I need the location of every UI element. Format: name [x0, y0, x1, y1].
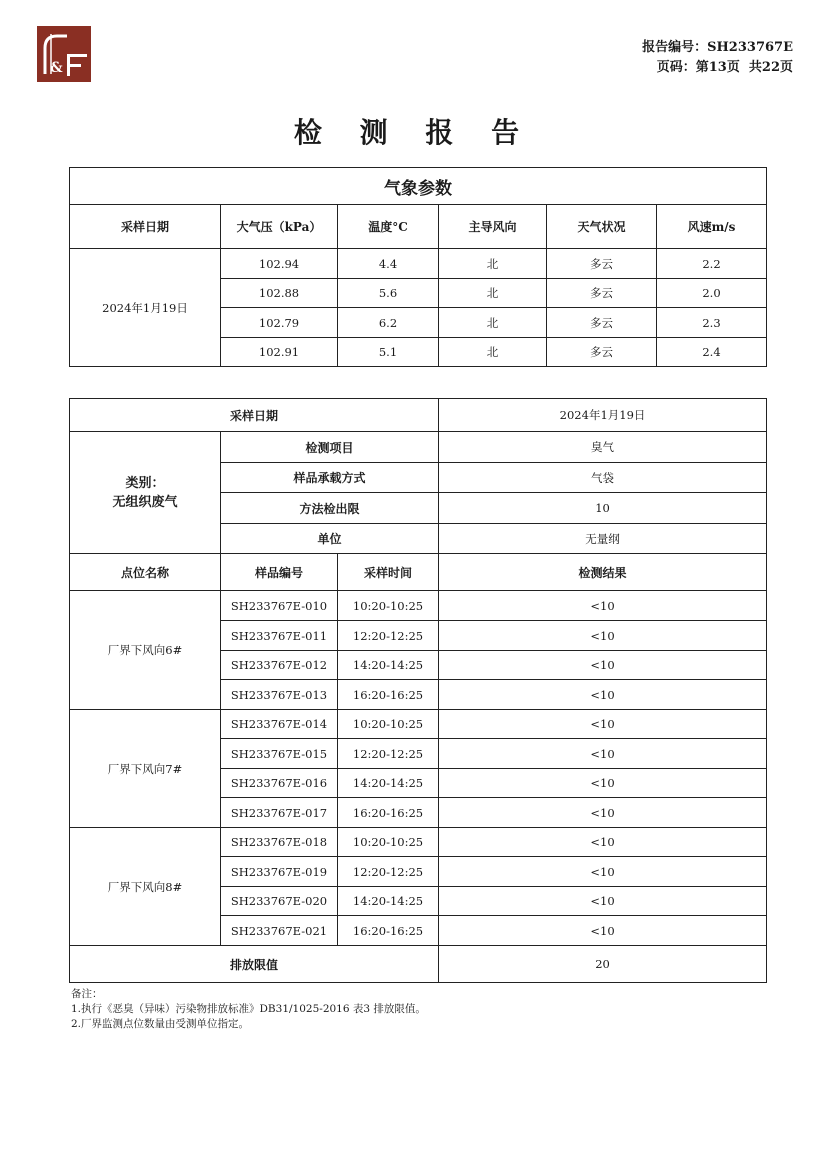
sample-id: SH233767E-017 — [221, 798, 338, 828]
sample-id: SH233767E-015 — [221, 739, 338, 769]
weather-value: 多云 — [547, 308, 657, 338]
sample-id: SH233767E-014 — [221, 710, 338, 739]
odor-results-table — [69, 398, 767, 983]
col-header-temperature: 温度°C — [338, 205, 439, 249]
wind-direction-value: 北 — [439, 338, 547, 367]
unit-value: 无量纲 — [439, 524, 767, 554]
sample-id: SH233767E-020 — [221, 887, 338, 916]
sample-time: 12:20-12:25 — [338, 739, 439, 769]
sample-id: SH233767E-011 — [221, 621, 338, 651]
svg-text:&: & — [50, 60, 63, 76]
sample-time: 12:20-12:25 — [338, 857, 439, 887]
point-name: 厂界下风向6# — [70, 591, 221, 710]
sample-id: SH233767E-016 — [221, 769, 338, 798]
col-header-sample-time: 采样时间 — [338, 554, 439, 591]
wind-speed-value: 2.2 — [657, 249, 767, 279]
test-result: <10 — [439, 798, 767, 828]
sample-time: 14:20-14:25 — [338, 887, 439, 916]
category-label: 类别： — [125, 475, 165, 491]
point-name: 厂界下风向7# — [70, 710, 221, 828]
sample-id: SH233767E-019 — [221, 857, 338, 887]
col-header-wind-speed: 风速m/s — [657, 205, 767, 249]
weather-sampling-date: 2024年1月19日 — [70, 249, 221, 367]
sample-time: 14:20-14:25 — [338, 769, 439, 798]
temperature-value: 5.1 — [338, 338, 439, 367]
test-result: <10 — [439, 651, 767, 680]
test-item-value: 臭气 — [439, 432, 767, 463]
temperature-value: 6.2 — [338, 308, 439, 338]
remarks-line: 1.执行《恶臭（异味）污染物排放标准》DB31/1025-2016 表3 排放限值。 — [71, 1003, 426, 1015]
sample-id: SH233767E-012 — [221, 651, 338, 680]
test-result: <10 — [439, 621, 767, 651]
page-label: 页码： — [656, 60, 696, 75]
sample-time: 10:20-10:25 — [338, 828, 439, 857]
detection-limit-value: 10 — [439, 493, 767, 524]
pressure-value: 102.91 — [221, 338, 338, 367]
sample-time: 10:20-10:25 — [338, 591, 439, 621]
wind-direction-value: 北 — [439, 308, 547, 338]
sample-id: SH233767E-021 — [221, 916, 338, 946]
sample-time: 12:20-12:25 — [338, 621, 439, 651]
sample-time: 10:20-10:25 — [338, 710, 439, 739]
pressure-value: 102.79 — [221, 308, 338, 338]
wind-speed-value: 2.3 — [657, 308, 767, 338]
sample-id: SH233767E-010 — [221, 591, 338, 621]
sample-id: SH233767E-013 — [221, 680, 338, 710]
test-result: <10 — [439, 739, 767, 769]
col-header-sample-id: 样品编号 — [221, 554, 338, 591]
sample-id: SH233767E-018 — [221, 828, 338, 857]
test-item-label: 检测项目 — [221, 432, 439, 463]
sampling-date-value: 2024年1月19日 — [439, 399, 767, 432]
col-header-result: 检测结果 — [439, 554, 767, 591]
detection-limit-label: 方法检出限 — [221, 493, 439, 524]
weather-parameters-table — [69, 167, 767, 367]
sample-carrier-label: 样品承载方式 — [221, 463, 439, 493]
page-total: 共22页 — [748, 60, 793, 75]
test-result: <10 — [439, 828, 767, 857]
test-result: <10 — [439, 887, 767, 916]
sample-time: 16:20-16:25 — [338, 916, 439, 946]
sample-carrier-value: 气袋 — [439, 463, 767, 493]
table-row — [70, 828, 767, 857]
table-row — [70, 710, 767, 739]
category-value: 无组织废气 — [112, 494, 178, 510]
weather-caption: 气象参数 — [70, 168, 767, 205]
page-number-row — [642, 58, 793, 78]
test-result: <10 — [439, 591, 767, 621]
page-current: 第13页 — [695, 60, 740, 75]
remarks — [71, 987, 426, 1032]
wind-speed-value: 2.0 — [657, 279, 767, 308]
pressure-value: 102.94 — [221, 249, 338, 279]
col-header-pressure: 大气压（kPa） — [221, 205, 338, 249]
emission-limit-label: 排放限值 — [70, 946, 439, 983]
report-number-row — [642, 38, 793, 58]
document-title: 检 测 报 告 — [293, 116, 534, 149]
temperature-value: 4.4 — [338, 249, 439, 279]
remarks-line: 2.厂界监测点位数量由受测单位指定。 — [71, 1018, 250, 1030]
col-header-date: 采样日期 — [70, 205, 221, 249]
weather-row — [70, 249, 767, 279]
report-number-label: 报告编号： — [642, 40, 708, 55]
col-header-point: 点位名称 — [70, 554, 221, 591]
wind-direction-value: 北 — [439, 279, 547, 308]
emission-limit-value: 20 — [439, 946, 767, 983]
test-result: <10 — [439, 710, 767, 739]
test-result: <10 — [439, 916, 767, 946]
sampling-date-label: 采样日期 — [70, 399, 439, 432]
weather-value: 多云 — [547, 338, 657, 367]
weather-value: 多云 — [547, 279, 657, 308]
category-cell — [70, 432, 221, 554]
pressure-value: 102.88 — [221, 279, 338, 308]
wind-speed-value: 2.4 — [657, 338, 767, 367]
temperature-value: 5.6 — [338, 279, 439, 308]
sample-time: 16:20-16:25 — [338, 798, 439, 828]
report-header-info — [642, 38, 793, 78]
company-logo — [37, 26, 91, 82]
test-result: <10 — [439, 857, 767, 887]
col-header-wind-direction: 主导风向 — [439, 205, 547, 249]
col-header-weather: 天气状况 — [547, 205, 657, 249]
wind-direction-value: 北 — [439, 249, 547, 279]
test-result: <10 — [439, 680, 767, 710]
report-number: SH233767E — [707, 40, 793, 55]
table-row — [70, 591, 767, 621]
sample-time: 16:20-16:25 — [338, 680, 439, 710]
unit-label: 单位 — [221, 524, 439, 554]
point-name: 厂界下风向8# — [70, 828, 221, 946]
remarks-title: 备注： — [71, 988, 103, 1000]
test-result: <10 — [439, 769, 767, 798]
sample-time: 14:20-14:25 — [338, 651, 439, 680]
weather-value: 多云 — [547, 249, 657, 279]
